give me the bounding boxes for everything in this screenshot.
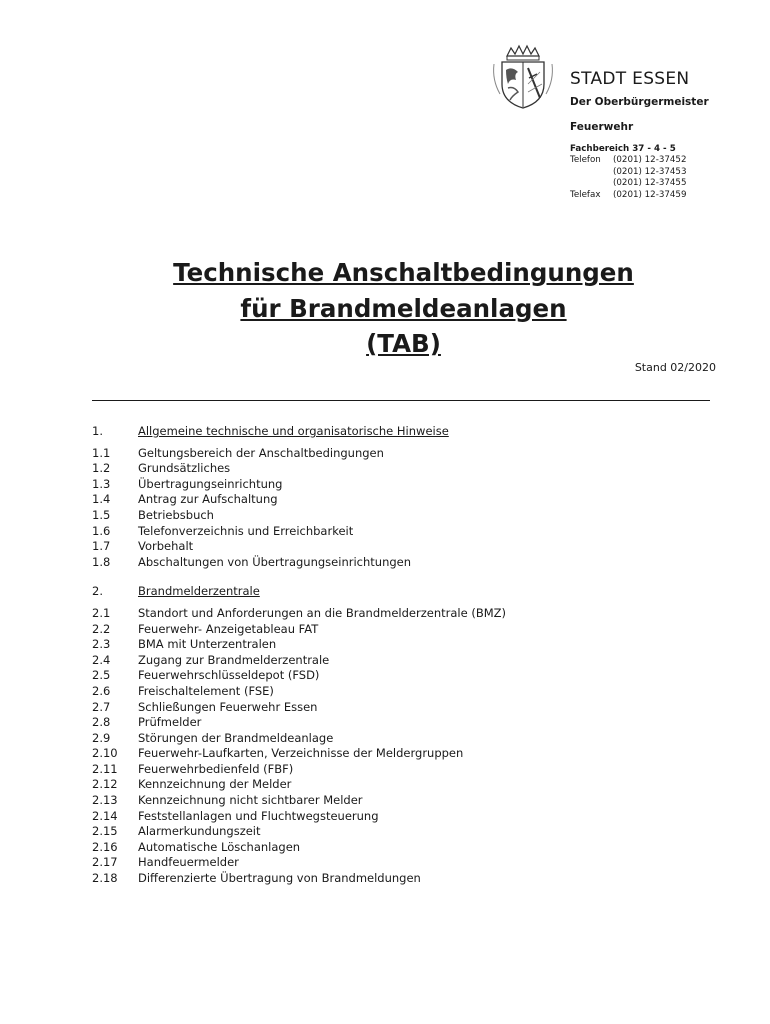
contact-number: (0201) 12-37455 [613,178,687,188]
toc-item [92,539,732,555]
item-number: 2.7 [92,699,111,714]
toc-item [92,700,732,716]
version-date: Stand 02/2020 [634,361,716,374]
item-number: 1.2 [92,461,111,476]
item-text: Abschaltungen von Übertragungseinrichtungen [138,554,412,569]
unit-name: Fachbereich 37 - 4 - 5 [570,144,676,154]
item-text: Differenzierte Übertragung von Brandmeldungen [138,871,421,886]
toc-item [92,824,732,840]
table-of-contents [92,424,732,887]
contact-label: Telefon [570,155,601,165]
toc-item [92,508,732,524]
item-number: 1.3 [92,476,111,491]
toc-item [92,555,732,571]
item-text: Prüfmelder [138,715,202,730]
section-number: 2. [92,584,103,599]
item-text: Kennzeichnung der Melder [138,777,292,792]
item-number: 2.18 [92,871,118,886]
toc-item [92,684,732,700]
item-text: Feuerwehr-Laufkarten, Verzeichnisse der Meldergruppen [138,746,464,761]
item-text: Feststellanlagen und Fluchtwegsteuerung [138,808,379,823]
item-number: 2.17 [92,855,118,870]
toc-item [92,622,732,638]
item-number: 2.3 [92,637,111,652]
item-text: Betriebsbuch [138,507,214,522]
toc-item [92,762,732,778]
item-number: 2.10 [92,746,118,761]
contact-number: (0201) 12-37452 [613,155,687,165]
item-number: 2.9 [92,730,111,745]
item-text: Schließungen Feuerwehr Essen [138,699,318,714]
city-crest-icon [490,44,556,110]
item-number: 2.6 [92,683,111,698]
title-line-2: für Brandmeldeanlagen [240,293,567,323]
item-number: 1.8 [92,554,111,569]
contact-row [570,155,750,167]
item-text: Zugang zur Brandmelderzentrale [138,652,330,667]
item-text: Kennzeichnung nicht sichtbarer Melder [138,793,363,808]
toc-item [92,746,732,762]
contact-block [570,155,750,201]
document-title [0,255,770,362]
section-heading [92,584,732,600]
toc-item [92,871,732,887]
item-text: Standort und Anforderungen an die Brandmelderzentrale (BMZ) [138,605,506,620]
horizontal-divider [92,400,710,401]
title-line-1: Technische Anschaltbedingungen [173,258,634,287]
item-text: Störungen der Brandmeldeanlage [138,730,334,745]
section-heading [92,424,732,440]
item-number: 1.5 [92,507,111,522]
toc-item [92,715,732,731]
item-number: 1.4 [92,492,111,507]
section-title: Brandmelderzentrale [138,584,260,599]
item-number: 2.16 [92,839,118,854]
contact-row [570,178,750,190]
item-number: 2.8 [92,715,111,730]
toc-item [92,840,732,856]
item-number: 1.1 [92,445,111,460]
contact-label [570,178,613,190]
item-text: Automatische Löschanlagen [138,839,301,854]
department-name: Feuerwehr [570,121,634,133]
item-number: 2.4 [92,652,111,667]
city-name: STADT ESSEN [570,69,690,89]
contact-label: Telefax [570,189,601,200]
item-text: Feuerwehrschlüsseldepot (FSD) [138,668,320,683]
item-number: 2.1 [92,605,111,620]
item-text: Antrag zur Aufschaltung [138,492,278,507]
section-title: Allgemeine technische und organisatorische Hinweise [138,424,449,438]
item-number: 2.11 [92,761,118,776]
item-number: 2.15 [92,824,118,839]
contact-row [570,190,750,202]
item-text: Freischaltelement (FSE) [138,683,274,698]
item-text: Grundsätzliches [138,461,231,476]
toc-item [92,637,732,653]
toc-item [92,461,732,477]
toc-item [92,731,732,747]
item-text: Alarmerkundungszeit [138,824,261,839]
item-number: 2.14 [92,808,118,823]
contact-number: (0201) 12-37459 [613,189,687,200]
toc-item [92,446,732,462]
toc-item [92,809,732,825]
toc-item [92,653,732,669]
title-line-3: (TAB) [366,329,441,358]
item-text: Feuerwehrbedienfeld (FBF) [138,761,294,776]
item-number: 2.12 [92,777,118,792]
toc-item [92,524,732,540]
office-name: Der Oberbürgermeister [570,96,709,108]
item-number: 1.7 [92,539,111,554]
contact-label [570,167,613,179]
contact-number: (0201) 12-37453 [613,166,687,177]
item-text: Handfeuermelder [138,855,239,870]
toc-item [92,477,732,493]
toc-item [92,606,732,622]
toc-item [92,855,732,871]
toc-item [92,668,732,684]
contact-row [570,167,750,179]
item-number: 2.2 [92,621,111,636]
section-number: 1. [92,424,103,438]
toc-item [92,793,732,809]
item-text: Vorbehalt [138,539,194,554]
item-text: Telefonverzeichnis und Erreichbarkeit [138,523,354,538]
item-number: 2.13 [92,793,118,808]
item-number: 2.5 [92,668,111,683]
item-text: Geltungsbereich der Anschaltbedingungen [138,445,384,460]
toc-item [92,492,732,508]
toc-item [92,777,732,793]
item-text: Übertragungseinrichtung [138,476,283,491]
item-number: 1.6 [92,523,111,538]
item-text: BMA mit Unterzentralen [138,637,277,652]
item-text: Feuerwehr- Anzeigetableau FAT [138,621,319,636]
